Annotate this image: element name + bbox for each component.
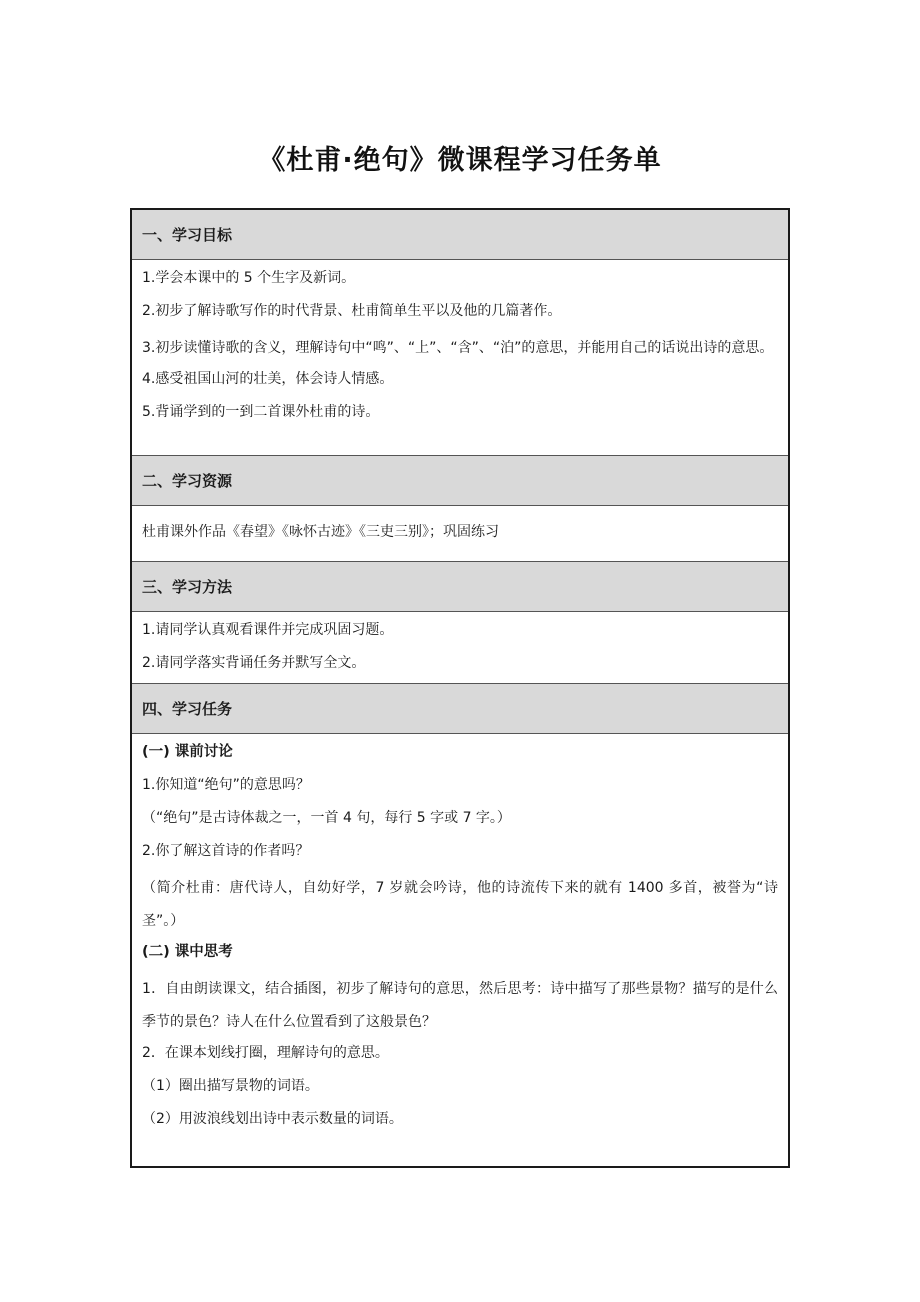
task-sheet-table bbox=[130, 208, 790, 1168]
resource-item: 杜甫课外作品《春望》《咏怀古迹》《三吏三别》；巩固练习 bbox=[142, 524, 499, 540]
subsection-heading-pre-class: (一) 课前讨论 bbox=[142, 744, 233, 760]
section-body-tasks bbox=[132, 734, 788, 1166]
section-body-goals bbox=[132, 260, 788, 456]
task-item: （“绝句”是古诗体裁之一，一首 4 句，每行 5 字或 7 字。） bbox=[142, 810, 511, 826]
section-heading-methods: 三、学习方法 bbox=[132, 562, 788, 612]
subsection-heading-in-class: (二) 课中思考 bbox=[142, 944, 233, 960]
method-item: 2.请同学落实背诵任务并默写全文。 bbox=[142, 655, 366, 671]
task-item: 1.你知道“绝句”的意思吗？ bbox=[142, 777, 310, 793]
goal-item: 2.初步了解诗歌写作的时代背景、杜甫简单生平以及他的几篇著作。 bbox=[142, 303, 562, 319]
method-item: 1.请同学认真观看课件并完成巩固习题。 bbox=[142, 622, 394, 638]
task-item: 2．在课本划线打圈，理解诗句的意思。 bbox=[142, 1045, 389, 1061]
task-item: 1．自由朗读课文，结合插图，初步了解诗句的意思，然后思考：诗中描写了那些景物？描写的是什么季节的景色？诗人在什么位置看到了这般景色？ bbox=[142, 981, 778, 1030]
task-item: 2.你了解这首诗的作者吗？ bbox=[142, 843, 310, 859]
section-heading-resources: 二、学习资源 bbox=[132, 456, 788, 506]
section-body-resources bbox=[132, 506, 788, 562]
goal-item: 5.背诵学到的一到二首课外杜甫的诗。 bbox=[142, 404, 380, 420]
task-item: （2）用波浪线划出诗中表示数量的词语。 bbox=[142, 1111, 403, 1127]
section-heading-goals: 一、学习目标 bbox=[132, 210, 788, 260]
goal-item: 4.感受祖国山河的壮美，体会诗人情感。 bbox=[142, 371, 394, 387]
task-item: （1）圈出描写景物的词语。 bbox=[142, 1078, 319, 1094]
section-body-methods bbox=[132, 612, 788, 684]
document-title: 《杜甫·绝句》微课程学习任务单 bbox=[258, 145, 662, 176]
goal-item: 3.初步读懂诗歌的含义，理解诗句中“鸣”、“上”、“含”、“泊”的意思，并能用自己的话说出诗的意思。 bbox=[142, 340, 774, 356]
task-item: （简介杜甫：唐代诗人，自幼好学，7 岁就会吟诗，他的诗流传下来的就有 1400 多首，被誉为“诗圣”。） bbox=[142, 880, 778, 929]
section-heading-tasks: 四、学习任务 bbox=[132, 684, 788, 734]
goal-item: 1.学会本课中的 5 个生字及新词。 bbox=[142, 270, 356, 286]
